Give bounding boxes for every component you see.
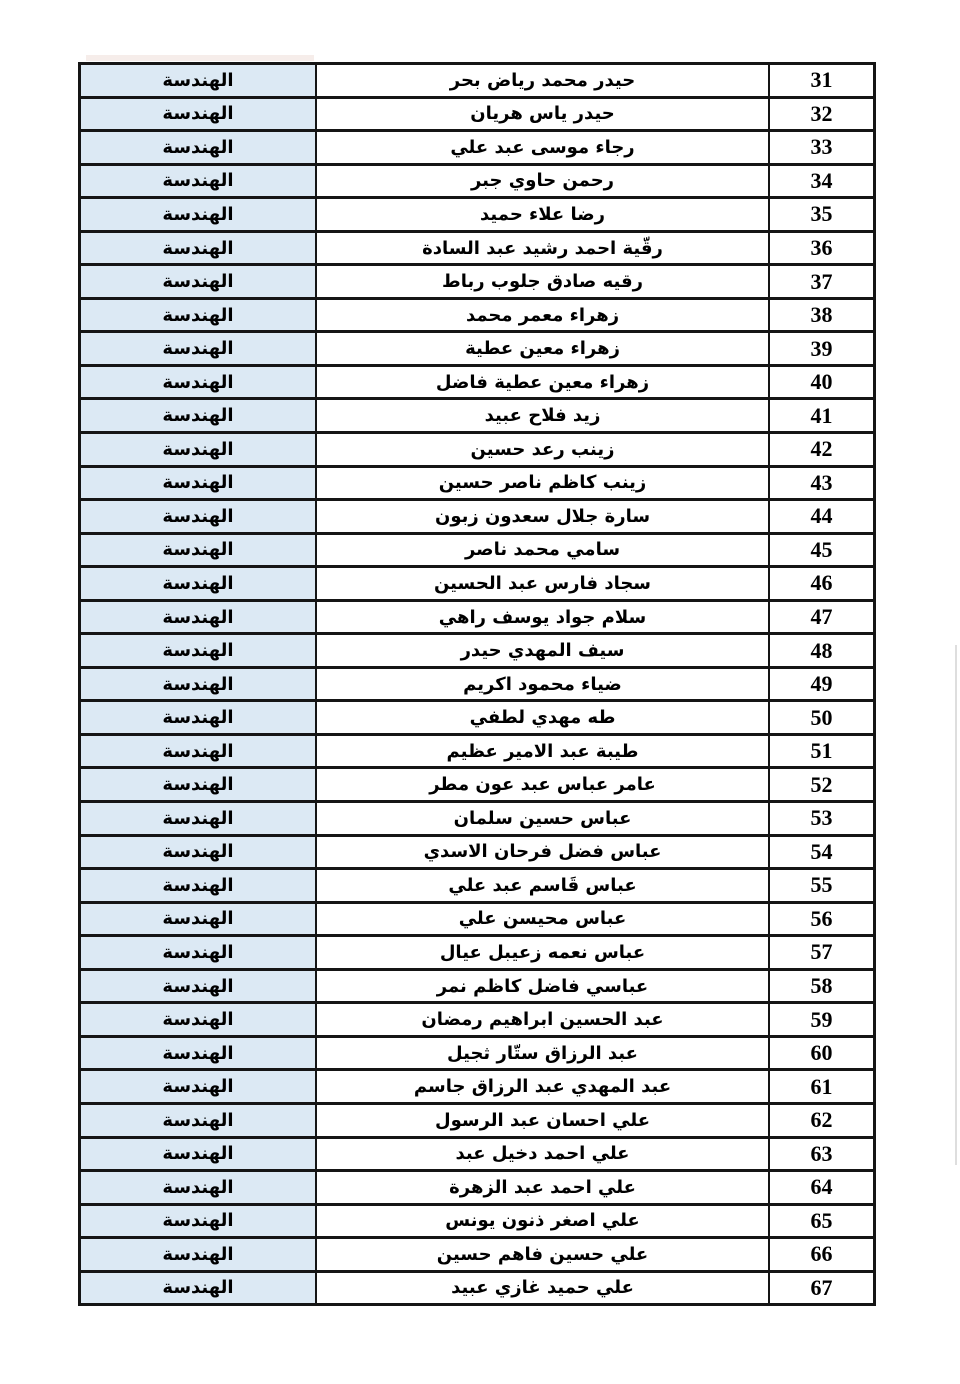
table-row [81,233,873,267]
row-number-cell: 47 [768,602,873,633]
table-row [81,199,873,233]
row-number-cell: 56 [768,904,873,935]
row-number-cell: 54 [768,837,873,868]
department-cell: الهندسة [81,1038,317,1069]
table-row [81,333,873,367]
department-cell: الهندسة [81,400,317,431]
table-row [81,266,873,300]
table-row [81,870,873,904]
table-row [81,1172,873,1206]
department-cell: الهندسة [81,468,317,499]
student-name-cell: عباس محيسن علي [458,908,627,930]
row-number-cell: 62 [768,1105,873,1136]
row-number-cell: 49 [768,669,873,700]
department-cell: الهندسة [81,199,317,230]
student-name-cell: علي احمد عبد الزهرة [449,1176,636,1198]
department-cell: الهندسة [81,434,317,465]
row-number-cell: 38 [768,300,873,331]
student-name-cell: ضياء محمود اكريم [463,673,622,695]
department-cell: الهندسة [81,837,317,868]
table-row [81,904,873,938]
department-cell: الهندسة [81,635,317,666]
department-cell: الهندسة [81,971,317,1002]
student-name-cell: عامر عباس عبد عون مطر [429,774,656,796]
table-row [81,434,873,468]
row-number-cell: 51 [768,736,873,767]
scan-smudge-artifact [86,55,314,61]
department-cell: الهندسة [81,65,317,96]
student-name-cell: عباس قَاسم عبد علي [448,874,637,896]
table-row [81,1239,873,1273]
students-table [78,62,876,1306]
table-row [81,568,873,602]
department-cell: الهندسة [81,233,317,264]
table-row [81,166,873,200]
row-number-cell: 55 [768,870,873,901]
department-cell: الهندسة [81,333,317,364]
student-name-cell: عباس حسين سلمان [453,807,632,829]
table-row [81,65,873,99]
student-name-cell: سجاد فارس عبد الحسين [433,572,652,594]
row-number-cell: 36 [768,233,873,264]
student-name-cell: علي احمد دخيل عبد [455,1143,630,1165]
table-row [81,1206,873,1240]
table-row [81,1139,873,1173]
student-name-cell: علي حميد غازي عبيد [451,1277,634,1299]
table-row [81,367,873,401]
table-row [81,602,873,636]
department-cell: الهندسة [81,1105,317,1136]
department-cell: الهندسة [81,1004,317,1035]
student-name-cell: علي حسين فاهم حسين [436,1243,649,1265]
student-name-cell: سارة جلال سعدون زبون [434,505,651,527]
row-number-cell: 39 [768,333,873,364]
row-number-cell: 37 [768,266,873,297]
student-name-cell: زهراء معين عطية فاضل [435,371,650,393]
student-name-cell: زيد فلاح عبيد [484,405,601,427]
department-cell: الهندسة [81,535,317,566]
table-row [81,468,873,502]
row-number-cell: 52 [768,769,873,800]
department-cell: الهندسة [81,300,317,331]
department-cell: الهندسة [81,1172,317,1203]
table-row [81,971,873,1005]
table-row [81,736,873,770]
department-cell: الهندسة [81,568,317,599]
department-cell: الهندسة [81,602,317,633]
row-number-cell: 67 [768,1273,873,1304]
row-number-cell: 60 [768,1038,873,1069]
department-cell: الهندسة [81,166,317,197]
student-name-cell: طيبة عبد الامير عظيم [446,740,639,762]
student-name-cell: سامي محمد ناصر [464,539,621,561]
department-cell: الهندسة [81,99,317,130]
department-cell: الهندسة [81,904,317,935]
department-cell: الهندسة [81,937,317,968]
table-row [81,669,873,703]
department-cell: الهندسة [81,266,317,297]
row-number-cell: 63 [768,1139,873,1170]
row-number-cell: 46 [768,568,873,599]
student-name-cell: زينب رعد حسين [470,438,615,460]
table-row [81,1038,873,1072]
student-name-cell: حيدر ياس هريان [470,103,615,125]
table-row [81,702,873,736]
student-name-cell: طه مهدي لطفي [469,707,616,729]
row-number-cell: 45 [768,535,873,566]
row-number-cell: 43 [768,468,873,499]
student-name-cell: عباس نعمه زعيبل عيال [439,941,646,963]
row-number-cell: 35 [768,199,873,230]
department-cell: الهندسة [81,1273,317,1304]
student-name-cell: زهراء معمر محمد [465,304,620,326]
row-number-cell: 53 [768,803,873,834]
student-name-cell: رقيه صادق جلوب رباط [442,271,643,293]
row-number-cell: 50 [768,702,873,733]
table-row [81,535,873,569]
table-row [81,501,873,535]
row-number-cell: 61 [768,1071,873,1102]
department-cell: الهندسة [81,501,317,532]
table-row [81,400,873,434]
row-number-cell: 31 [768,65,873,96]
row-number-cell: 65 [768,1206,873,1237]
student-name-cell: علي احسان عبد الرسول [435,1109,651,1131]
department-cell: الهندسة [81,1206,317,1237]
table-row [81,937,873,971]
student-name-cell: عباس فضل فرحان الاسدي [423,841,662,863]
row-number-cell: 66 [768,1239,873,1270]
table-row [81,300,873,334]
student-name-cell: عباسي فاضل كاظم نمر [436,975,649,997]
department-cell: الهندسة [81,702,317,733]
row-number-cell: 42 [768,434,873,465]
row-number-cell: 41 [768,400,873,431]
student-name-cell: سلام جواد يوسف راهي [438,606,647,628]
department-cell: الهندسة [81,736,317,767]
table-row [81,837,873,871]
table-row [81,803,873,837]
row-number-cell: 64 [768,1172,873,1203]
table-row [81,1105,873,1139]
department-cell: الهندسة [81,367,317,398]
table-row [81,635,873,669]
table-row [81,1273,873,1304]
row-number-cell: 57 [768,937,873,968]
department-cell: الهندسة [81,1239,317,1270]
row-number-cell: 59 [768,1004,873,1035]
student-name-cell: عبد المهدي عبد الرزاق جاسم [413,1076,672,1098]
student-name-cell: حيدر محمد رياض بحر [449,69,636,91]
row-number-cell: 34 [768,166,873,197]
student-name-cell: رجاء موسى عبد علي [450,136,635,158]
department-cell: الهندسة [81,1139,317,1170]
row-number-cell: 40 [768,367,873,398]
scan-artifact-line [955,645,957,1165]
table-row [81,1071,873,1105]
student-name-cell: رحمن حاوي جبر [470,170,615,192]
row-number-cell: 33 [768,132,873,163]
student-name-cell: رقّية احمد رشيد عبد السادة [422,237,663,259]
student-name-cell: علي اصغر ذنون يونس [445,1210,640,1232]
department-cell: الهندسة [81,803,317,834]
student-name-cell: عبد الحسين ابراهيم رمضان [421,1009,664,1031]
department-cell: الهندسة [81,870,317,901]
student-name-cell: زينب كاظم ناصر حسين [438,472,647,494]
student-name-cell: سيف المهدي حيدر [460,640,625,662]
department-cell: الهندسة [81,132,317,163]
table-row [81,769,873,803]
row-number-cell: 58 [768,971,873,1002]
table-row [81,99,873,133]
table-row [81,1004,873,1038]
row-number-cell: 32 [768,99,873,130]
department-cell: الهندسة [81,669,317,700]
row-number-cell: 44 [768,501,873,532]
row-number-cell: 48 [768,635,873,666]
department-cell: الهندسة [81,1071,317,1102]
student-name-cell: رضا علاء حميد [480,203,605,225]
student-name-cell: زهراء معين عطية [465,338,620,360]
student-name-cell: عبد الرزاق ستّار ثجيل [447,1042,638,1064]
department-cell: الهندسة [81,769,317,800]
table-row [81,132,873,166]
